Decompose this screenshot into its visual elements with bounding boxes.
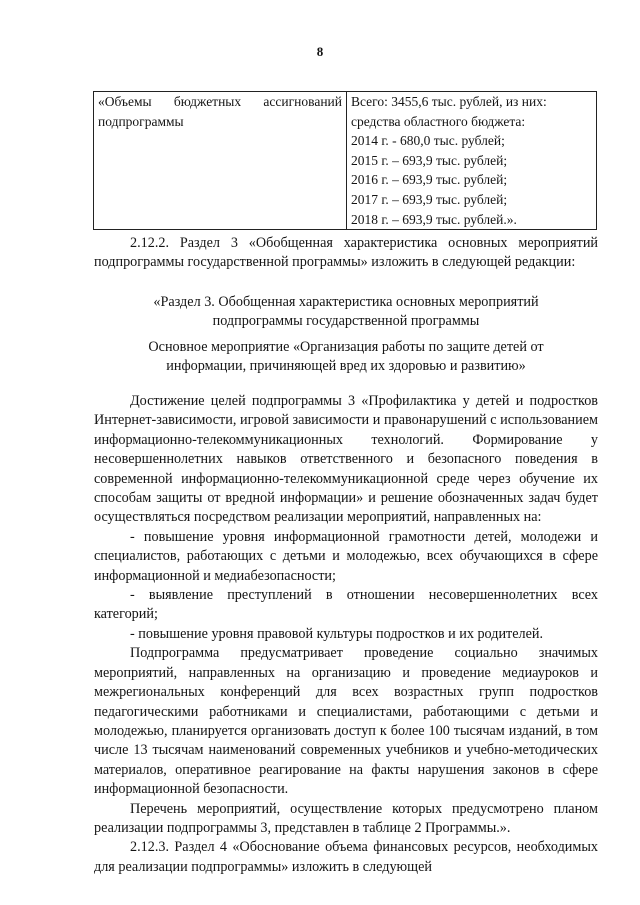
next-section-paragraph: 2.12.3. Раздел 4 «Обоснование объема финансовых ресурсов, необходимых для реализации подпрограммы» изложить в следующей	[94, 839, 598, 875]
goals-paragraph: Достижение целей подпрограммы 3 «Профилактика у детей и подростков Интернет-зависимости, игровой зависимости и правонарушений с использованием информационно-телекоммуникационных технологий. Формирование у несовершеннолетних навыков ответственного и безопасного поведения в современной информационно-телекоммуникационной среде через обучение их способам защиты от вредной информации» и решение обозначенных задач будет осуществляться посредством реализации мероприятий, направленных на:	[94, 393, 598, 526]
body-text	[94, 392, 598, 877]
section-intro-block	[94, 234, 598, 273]
budget-source-line: средства областного бюджета:	[351, 113, 526, 129]
page-number: 8	[316, 44, 324, 59]
measure-heading-line-2: информации, причиняющей вред их здоровью и развитию»	[166, 358, 526, 375]
section-heading	[94, 293, 598, 332]
table-label-cell: «Объемы бюджетных ассигнований подпрограммы	[94, 92, 347, 230]
budget-allocation-table	[93, 91, 597, 230]
bullet-item: - выявление преступлений в отношении несовершеннолетних всех категорий;	[94, 587, 598, 623]
measure-heading	[94, 338, 598, 377]
subprogram-paragraph: Подпрограмма предусматривает проведение социально значимых мероприятий, направленных на организацию и проведение медиауроков и межрегиональных конференций для всех возрастных групп подростков педагогическими работниками и специалистами, работающими с детьми и молодежью, планируется организовать доступ к более 100 тысячам изданий, в том числе 13 тысячам наименований современных учебников и учебно-методических материалов, оперативное реагирование на факты нарушения законов в сфере информационной безопасности.	[94, 645, 598, 798]
section-heading-line-1: «Раздел 3. Обобщенная характеристика основных мероприятий	[153, 294, 539, 310]
budget-total-line: Всего: 3455,6 тыс. рублей, из них:	[351, 94, 547, 109]
bullet-item: - повышение уровня правовой культуры подростков и их родителей.	[130, 625, 544, 642]
budget-year-line: 2017 г. – 693,9 тыс. рублей;	[351, 191, 508, 207]
measures-list-paragraph: Перечень мероприятий, осуществление которых предусмотрено планом реализации подпрограммы 3, представлен в таблице 2 Программы.».	[94, 800, 598, 836]
section-heading-line-2: подпрограммы государственной программы	[212, 313, 480, 330]
budget-year-line: 2014 г. - 680,0 тыс. рублей;	[351, 133, 505, 149]
section-intro-paragraph: 2.12.2. Раздел 3 «Обобщенная характеристика основных мероприятий подпрограммы государственной программы» изложить в следующей редакции:	[94, 235, 598, 271]
budget-year-line: 2018 г. – 693,9 тыс. рублей.».	[351, 211, 517, 227]
budget-year-line: 2016 г. – 693,9 тыс. рублей;	[351, 172, 508, 188]
bullet-item: - повышение уровня информационной грамотности детей, молодежи и специалистов, работающих с детьми и молодежью, всех обучающихся в сфере информационной и медиабезопасности;	[94, 528, 598, 584]
table-value-cell	[347, 92, 597, 230]
budget-year-line: 2015 г. – 693,9 тыс. рублей;	[351, 152, 508, 168]
table-row	[94, 92, 597, 230]
measure-heading-line-1: Основное мероприятие «Организация работы по защите детей от	[148, 339, 544, 355]
